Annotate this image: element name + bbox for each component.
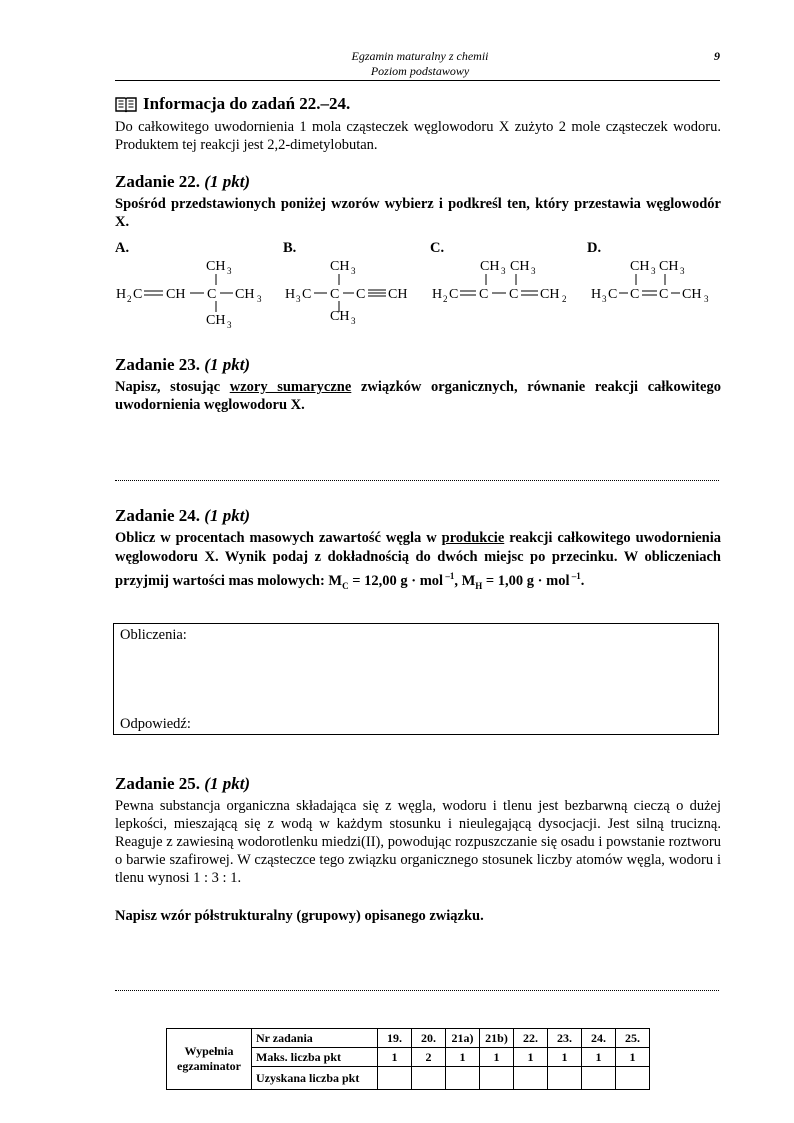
task-24-points: (1 pkt)	[204, 506, 251, 525]
task-number-cell: 25.	[616, 1029, 650, 1048]
svg-text:H: H	[432, 287, 443, 302]
score-table-header: Wypełnia egzaminator	[167, 1029, 252, 1090]
task-24-instruction: Oblicz w procentach masowych zawartość węgla w produkcie reakcji całkowitego uwodornienia węglowodoru X. Wynik podaj z dokładnością do dwóch miejsc po przecinku. W obliczeniach przyjmij wartości mas molowych: $M_C = 12,00$ g · mol $^{-1}$, $M_H = 1,00$ g · mol $^{-1}$.	[115, 530, 721, 591]
task-number-cell: 24.	[582, 1029, 616, 1048]
book-icon	[115, 96, 137, 113]
svg-text:CH: CH	[206, 313, 226, 328]
task-25-instruction: Napisz wzór półstrukturalny (grupowy) opisanego związku.	[115, 908, 484, 924]
svg-text:H: H	[116, 287, 127, 302]
svg-text:C: C	[659, 287, 669, 302]
row-max-points: Maks. liczba pkt	[252, 1048, 378, 1067]
max-points-cell: 1	[480, 1048, 514, 1067]
score-table	[166, 1028, 650, 1090]
task-23-points: (1 pkt)	[204, 355, 251, 374]
formula-d[interactable]	[591, 259, 709, 304]
svg-text:C: C	[509, 287, 519, 302]
svg-text:CH: CH	[206, 259, 226, 274]
option-c-label: C.	[430, 240, 445, 256]
page-number: 9	[714, 49, 720, 63]
task-number-cell: 19.	[378, 1029, 412, 1048]
info-title: Informacja do zadań 22.–24.	[143, 94, 351, 113]
molar-mass-c: $M_C = 12,00$ g · mol $^{-1}$	[328, 571, 455, 591]
max-points-cell: 1	[446, 1048, 480, 1067]
task-22-instruction: Spośród przedstawionych poniżej wzorów wybierz i podkreśl ten, który przestawia węglowodór X.	[115, 196, 721, 230]
info-block	[115, 94, 721, 154]
row-task-number: Nr zadania	[252, 1029, 378, 1048]
svg-text:3: 3	[227, 320, 232, 330]
task-22-points: (1 pkt)	[204, 172, 251, 191]
svg-text:3: 3	[531, 266, 536, 276]
task-24-instruction-text: Oblicz w procentach masowych zawartość węgla w	[115, 530, 442, 546]
header-line-2: Poziom podstawowy	[370, 64, 470, 78]
obtained-points-cell[interactable]	[616, 1067, 650, 1090]
svg-text:CH: CH	[682, 287, 702, 302]
svg-text:C: C	[608, 287, 618, 302]
task-25-answer-line[interactable]	[115, 990, 719, 991]
svg-text:3: 3	[227, 266, 232, 276]
svg-text:CH: CH	[166, 287, 186, 302]
info-text: Do całkowitego uwodornienia 1 mola cząsteczek węglowodoru X zużyto 2 mole cząsteczek wodoru. Produktem tej reakcji jest 2,2-dimetylobutan.	[115, 119, 721, 153]
task-25-points: (1 pkt)	[204, 774, 251, 793]
task-22-title: Zadanie 22.	[115, 172, 201, 191]
task-number-cell: 21b)	[480, 1029, 514, 1048]
max-points-cell: 2	[412, 1048, 446, 1067]
svg-text:C: C	[356, 287, 366, 302]
max-points-cell: 1	[616, 1048, 650, 1067]
structural-formulas	[110, 252, 730, 332]
svg-text:3: 3	[704, 294, 709, 304]
svg-text:C: C	[449, 287, 459, 302]
svg-text:3: 3	[651, 266, 656, 276]
task-24-title: Zadanie 24.	[115, 506, 201, 525]
obtained-points-cell[interactable]	[514, 1067, 548, 1090]
svg-text:3: 3	[296, 294, 301, 304]
svg-text:3: 3	[602, 294, 607, 304]
svg-text:C: C	[479, 287, 489, 302]
answer-label: Odpowiedź:	[120, 716, 191, 732]
svg-text:2: 2	[562, 294, 567, 304]
calculation-box[interactable]	[113, 623, 719, 735]
task-24-instruction-text-2: reakcji całkowitego uwodornienia węglowodoru X. Wynik podaj z dokładnością do dwóch miejsc po przecinku. W obliczeniach przyjmij wartości mas molowych:	[115, 530, 721, 589]
svg-text:CH: CH	[540, 287, 560, 302]
task-number-cell: 23.	[548, 1029, 582, 1048]
svg-text:CH: CH	[480, 259, 500, 274]
max-points-cell: 1	[548, 1048, 582, 1067]
svg-text:CH: CH	[330, 309, 350, 324]
task-25-title: Zadanie 25.	[115, 774, 201, 793]
task-25	[115, 774, 721, 925]
svg-text:CH: CH	[659, 259, 679, 274]
svg-text:CH: CH	[330, 259, 350, 274]
task-23-instruction-text: Napisz, stosując	[115, 379, 230, 395]
svg-text:CH: CH	[630, 259, 650, 274]
svg-text:3: 3	[351, 266, 356, 276]
svg-text:3: 3	[351, 316, 356, 326]
calc-label: Obliczenia:	[120, 627, 187, 643]
svg-text:C: C	[302, 287, 312, 302]
obtained-points-cell[interactable]	[446, 1067, 480, 1090]
svg-text:C: C	[133, 287, 143, 302]
max-points-cell: 1	[378, 1048, 412, 1067]
svg-text:3: 3	[680, 266, 685, 276]
task-24	[115, 506, 721, 596]
svg-text:H: H	[285, 287, 296, 302]
option-b-label: B.	[283, 240, 297, 256]
header-rule	[115, 80, 720, 81]
task-number-cell: 21a)	[446, 1029, 480, 1048]
option-a-label: A.	[115, 240, 130, 256]
svg-text:H: H	[591, 287, 602, 302]
option-d-label: D.	[587, 240, 602, 256]
obtained-points-cell[interactable]	[582, 1067, 616, 1090]
task-23-underlined: wzory sumaryczne	[229, 379, 352, 395]
formula-b[interactable]	[285, 259, 407, 326]
max-points-cell: 1	[514, 1048, 548, 1067]
svg-text:C: C	[330, 287, 340, 302]
task-24-underlined: produkcie	[441, 530, 505, 546]
task-number-cell: 22.	[514, 1029, 548, 1048]
row-obtained-points: Uzyskana liczba pkt	[252, 1067, 378, 1090]
page-header	[200, 49, 640, 79]
task-23-instruction	[115, 378, 721, 414]
svg-text:CH: CH	[510, 259, 530, 274]
svg-text:CH: CH	[235, 287, 255, 302]
formula-c[interactable]	[432, 259, 567, 304]
formula-a[interactable]	[116, 259, 262, 330]
task-25-text: Pewna substancja organiczna składająca się z węgla, wodoru i tlenu jest bezbarwną cieczą o dużej lepkości, mieszającą się z wodą w każdym stosunku i nieulegającą dysocjacji. Jest silną trucizną. Reaguje z zawiesiną wodorotlenku miedzi(II), powodując rozpuszczanie się osadu i powstanie roztworu o barwie szafirowej. W cząsteczce tego związku organicznego stosunek liczby atomów węgla, wodoru i tlenu wynosi 1 : 3 : 1.	[115, 798, 721, 886]
svg-text:C: C	[630, 287, 640, 302]
svg-text:2: 2	[127, 294, 132, 304]
molar-mass-h: $M_H = 1,00$ g · mol $^{-1}$	[461, 571, 581, 591]
obtained-points-cell[interactable]	[378, 1067, 412, 1090]
task-number-cell: 20.	[412, 1029, 446, 1048]
svg-text:2: 2	[443, 294, 448, 304]
task-23	[115, 355, 721, 414]
obtained-points-cell[interactable]	[412, 1067, 446, 1090]
svg-text:C: C	[207, 287, 217, 302]
task-23-instruction-text-2: związków organicznych, równanie reakcji całkowitego uwodornienia węglowodoru X.	[115, 379, 721, 413]
header-line-1: Egzamin maturalny z chemii	[351, 49, 489, 63]
obtained-points-cell[interactable]	[480, 1067, 514, 1090]
svg-text:CH: CH	[388, 287, 408, 302]
svg-text:3: 3	[501, 266, 506, 276]
task-22	[115, 172, 721, 231]
task-23-title: Zadanie 23.	[115, 355, 201, 374]
svg-text:3: 3	[257, 294, 262, 304]
max-points-cell: 1	[582, 1048, 616, 1067]
task-23-answer-line[interactable]	[115, 480, 719, 481]
obtained-points-cell[interactable]	[548, 1067, 582, 1090]
